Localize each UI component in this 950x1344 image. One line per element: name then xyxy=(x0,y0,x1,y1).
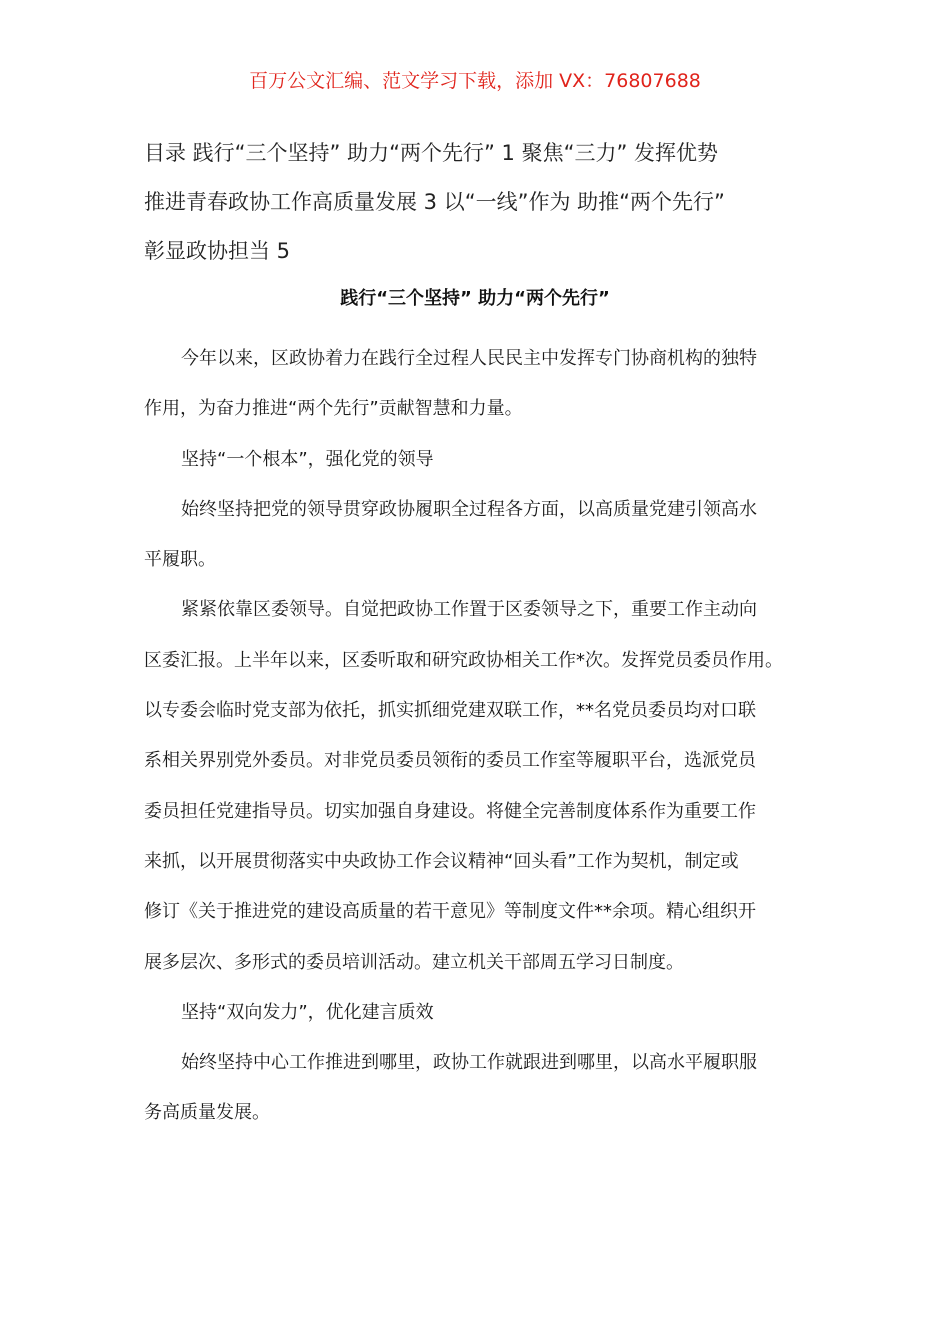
paragraph-line: 委员担任党建指导员。切实加强自身建设。将健全完善制度体系作为重要工作 xyxy=(144,800,756,822)
section-heading: 坚持“双向发力”，优化建言质效 xyxy=(181,1001,434,1023)
promo-header: 百万公文汇编、范文学习下载，添加 VX：76807688 xyxy=(249,70,701,92)
paragraph-line: 区委汇报。上半年以来，区委听取和研究政协相关工作*次。发挥党员委员作用。 xyxy=(144,649,783,671)
paragraph-line: 修订《关于推进党的建设高质量的若干意见》等制度文件**余项。精心组织开 xyxy=(144,901,756,923)
paragraph-line: 始终坚持中心工作推进到哪里，政协工作就跟进到哪里，以高水平履职服 xyxy=(181,1052,757,1074)
paragraph-line: 务高质量发展。 xyxy=(144,1102,270,1124)
paragraph-line: 以专委会临时党支部为依托，抓实抓细党建双联工作，**名党员委员均对口联 xyxy=(144,700,756,722)
toc-line: 推进青春政协工作高质量发展 3 以“一线”作为 助推“两个先行” xyxy=(144,190,725,214)
toc-line: 彰显政协担当 5 xyxy=(144,239,291,263)
paragraph-line: 今年以来，区政协着力在践行全过程人民民主中发挥专门协商机构的独特 xyxy=(181,348,757,369)
section-heading: 坚持“一个根本”，强化党的领导 xyxy=(181,448,434,470)
toc-line: 目录 践行“三个坚持” 助力“两个先行” 1 聚焦“三力” 发挥优势 xyxy=(144,141,719,165)
article-body xyxy=(144,334,824,1139)
paragraph-line: 系相关界别党外委员。对非党员委员领衔的委员工作室等履职平台，选派党员 xyxy=(144,750,756,772)
paragraph-line: 始终坚持把党的领导贯穿政协履职全过程各方面，以高质量党建引领高水 xyxy=(181,498,757,520)
paragraph-line: 作用，为奋力推进“两个先行”贡献智慧和力量。 xyxy=(144,398,523,420)
paragraph-line: 来抓，以开展贯彻落实中央政协工作会议精神“回头看”工作为契机，制定或 xyxy=(144,850,739,872)
table-of-contents xyxy=(144,129,814,276)
paragraph-line: 平履职。 xyxy=(144,549,216,571)
paragraph-line: 紧紧依靠区委领导。自觉把政协工作置于区委领导之下，重要工作主动向 xyxy=(181,599,757,621)
article-title: 践行“三个坚持” 助力“两个先行” xyxy=(340,288,610,309)
paragraph-line: 展多层次、多形式的委员培训活动。建立机关干部周五学习日制度。 xyxy=(144,951,684,973)
